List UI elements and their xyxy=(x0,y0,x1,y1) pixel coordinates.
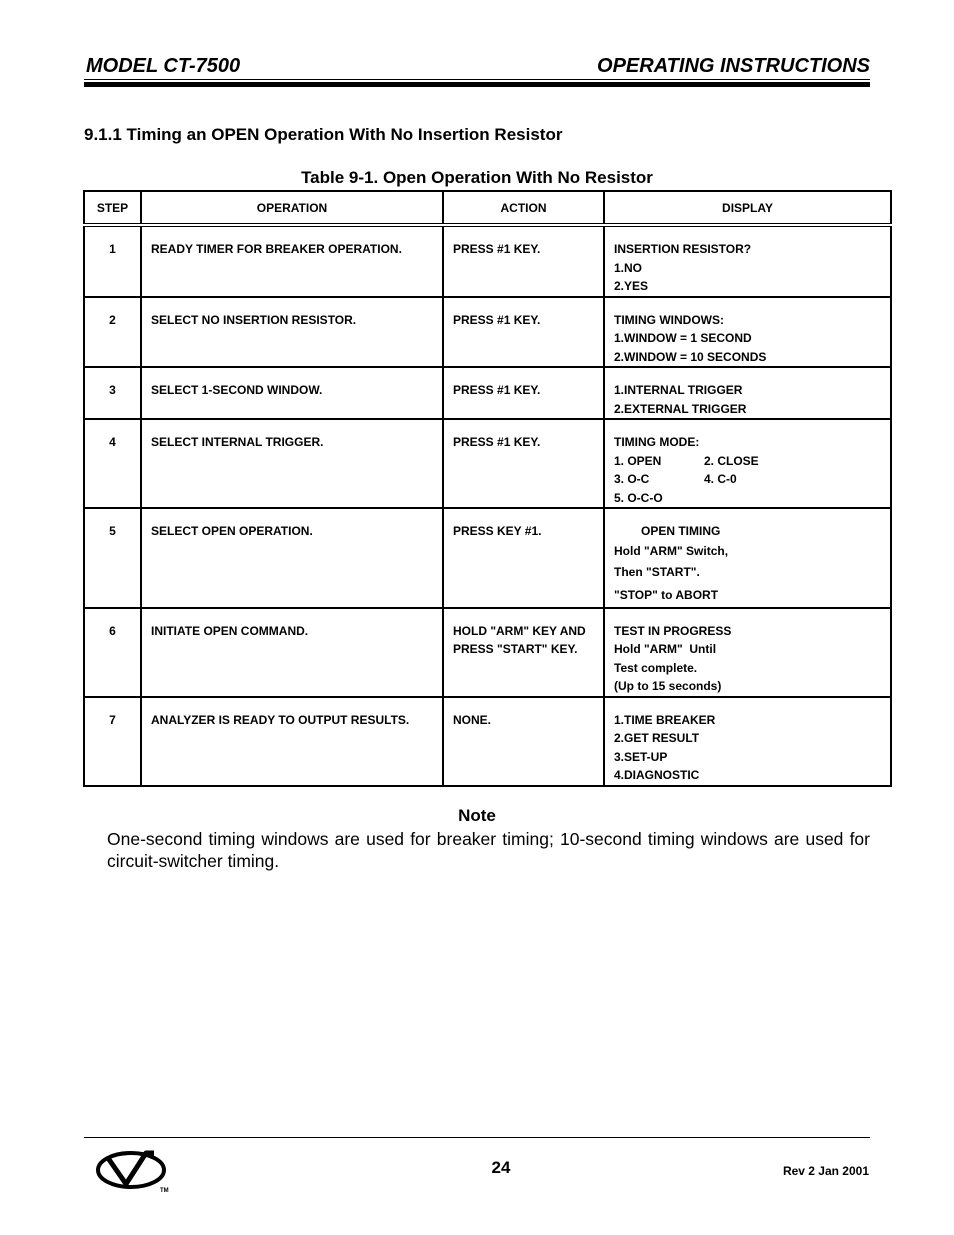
operation-text: SELECT OPEN OPERATION. xyxy=(151,524,313,538)
display-line: Test complete. xyxy=(614,660,698,675)
display-line: (Up to 15 seconds) xyxy=(614,679,722,693)
display-line: Hold "ARM" Switch, xyxy=(614,543,729,558)
note-body: One-second timing windows are used for breaker timing; 10-second timing windows are used for circuit-switcher timing. xyxy=(107,829,870,871)
display-line: 2.YES xyxy=(614,279,649,293)
page-number: 24 xyxy=(491,1158,511,1177)
trademark-mark: TM xyxy=(160,1188,169,1194)
display-line: TIMING WINDOWS: xyxy=(614,312,724,327)
header-rule-thin xyxy=(84,79,870,80)
table-caption: Table 9-1. Open Operation With No Resistor xyxy=(301,168,653,187)
action-text: PRESS "START" KEY. xyxy=(453,642,578,656)
display-line: 1. OPEN xyxy=(614,453,662,468)
operation-text: SELECT INTERNAL TRIGGER. xyxy=(151,435,324,449)
table-header-row xyxy=(84,191,891,225)
display-line: 5. O-C-O xyxy=(614,490,663,505)
display-line: INSERTION RESISTOR? xyxy=(614,242,752,256)
display-line: TEST IN PROGRESS xyxy=(614,623,732,638)
procedure-table xyxy=(83,190,892,787)
display-line: 4. C-0 xyxy=(704,472,737,486)
revision-label: Rev 2 Jan 2001 xyxy=(782,1164,869,1178)
operation-text: INITIATE OPEN COMMAND. xyxy=(151,623,309,638)
timing-mode-options xyxy=(614,452,882,489)
action-text: NONE. xyxy=(453,712,492,727)
action-text: PRESS #1 KEY. xyxy=(453,435,541,449)
step-number: 6 xyxy=(109,623,116,638)
step-number: 7 xyxy=(109,712,116,727)
display-line: "STOP" to ABORT xyxy=(614,587,719,602)
step-number: 5 xyxy=(109,524,116,538)
action-text: PRESS #1 KEY. xyxy=(453,312,541,327)
operation-text: SELECT NO INSERTION RESISTOR. xyxy=(151,312,357,327)
model-title: MODEL CT-7500 xyxy=(86,55,241,77)
display-line: TIMING MODE: xyxy=(614,435,700,449)
display-line: Then "START". xyxy=(614,564,700,579)
action-text: PRESS #1 KEY. xyxy=(453,383,541,397)
table-row xyxy=(84,419,891,508)
display-line: 2.WINDOW = 10 SECONDS xyxy=(614,349,767,364)
display-line: 2.EXTERNAL TRIGGER xyxy=(614,401,747,416)
action-text: HOLD "ARM" KEY AND xyxy=(453,623,586,638)
table-row xyxy=(84,367,891,419)
display-line: 3.SET-UP xyxy=(614,749,668,764)
display-line: 1.TIME BREAKER xyxy=(614,712,716,727)
display-line: 1.NO xyxy=(614,260,643,275)
footer-rule xyxy=(84,1137,870,1138)
display-line: 2. CLOSE xyxy=(704,453,759,468)
table-row xyxy=(84,697,891,786)
header-action: ACTION xyxy=(443,191,604,225)
display-line: Hold "ARM" Until xyxy=(614,642,717,656)
display-line: 1.WINDOW = 1 SECOND xyxy=(614,331,752,345)
table-row xyxy=(84,297,891,368)
action-text: PRESS KEY #1. xyxy=(453,524,542,538)
display-line: 2.GET RESULT xyxy=(614,731,700,745)
action-text: PRESS #1 KEY. xyxy=(453,242,541,256)
table-row xyxy=(84,508,891,608)
step-number: 3 xyxy=(109,383,116,397)
table-row xyxy=(84,225,891,297)
step-number: 4 xyxy=(109,435,116,449)
display-line: OPEN TIMING xyxy=(641,524,721,538)
operation-text: ANALYZER IS READY TO OUTPUT RESULTS. xyxy=(151,712,410,727)
operation-text: SELECT 1-SECOND WINDOW. xyxy=(151,383,323,397)
step-number: 1 xyxy=(109,242,116,256)
operation-text: READY TIMER FOR BREAKER OPERATION. xyxy=(151,242,402,256)
display-line: 1.INTERNAL TRIGGER xyxy=(614,383,743,397)
table-row xyxy=(84,608,891,697)
header-step: STEP xyxy=(84,191,141,225)
display-line: 4.DIAGNOSTIC xyxy=(614,768,700,782)
header-display: DISPLAY xyxy=(604,191,891,225)
header-rule xyxy=(84,82,870,87)
section-title: 9.1.1 Timing an OPEN Operation With No Insertion Resistor xyxy=(84,125,563,144)
display-line: 3. O-C xyxy=(614,472,650,486)
page-header xyxy=(84,55,870,81)
document-title: OPERATING INSTRUCTIONS xyxy=(597,55,870,77)
note-title: Note xyxy=(458,806,496,825)
header-operation: OPERATION xyxy=(141,191,443,225)
step-number: 2 xyxy=(109,312,116,327)
